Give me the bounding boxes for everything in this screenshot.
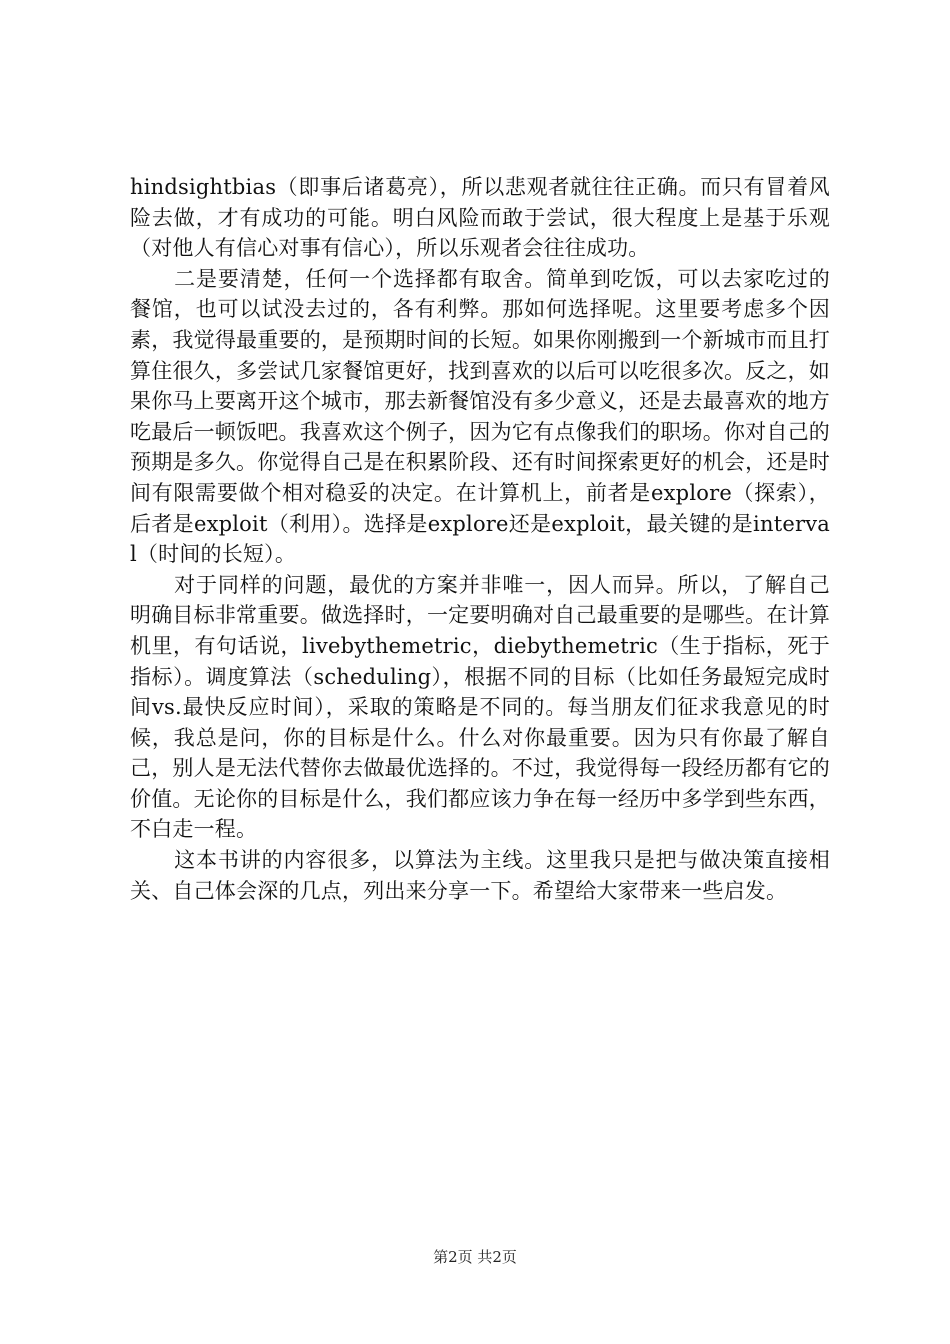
body-text bbox=[130, 172, 830, 906]
paragraph-3: 对于同样的问题，最优的方案并非唯一，因人而异。所以，了解自己明确目标非常重要。做选择时，一定要明确对自己最重要的是哪些。在计算机里，有句话说，livebythemetric，diebythemetric（生于指标，死于指标）。调度算法（scheduling），根据不同的目标（比如任务最短完成时间vs.最快反应时间），采取的策略是不同的。每当朋友们征求我意见的时候，我总是问，你的目标是什么。什么对你最重要。因为只有你最了解自己，别人是无法代替你去做最优选择的。不过，我觉得每一段经历都有它的价值。无论你的目标是什么，我们都应该力争在每一经历中多学到些东西，不白走一程。 bbox=[130, 572, 830, 842]
paragraph-1: hindsightbias（即事后诸葛亮），所以悲观者就往往正确。而只有冒着风险去做，才有成功的可能。明白风险而敢于尝试，很大程度上是基于乐观（对他人有信心对事有信心），所以乐观者会往往成功。 bbox=[130, 175, 830, 261]
paragraph-2: 二是要清楚，任何一个选择都有取舍。简单到吃饭，可以去家吃过的餐馆，也可以试没去过的，各有利弊。那如何选择呢。这里要考虑多个因素，我觉得最重要的，是预期时间的长短。如果你刚搬到一个新城市而且打算住很久，多尝试几家餐馆更好，找到喜欢的以后可以吃很多次。反之，如果你马上要离开这个城市，那去新餐馆没有多少意义，还是去最喜欢的地方吃最后一顿饭吧。我喜欢这个例子，因为它有点像我们的职场。你对自己的预期是多久。你觉得自己是在积累阶段、还有时间探索更好的机会，还是时间有限需要做个相对稳妥的决定。在计算机上，前者是explore（探索），后者是exploit（利用）。选择是explore还是exploit，最关键的是interval（时间的长短）。 bbox=[130, 266, 830, 567]
paragraph-4: 这本书讲的内容很多，以算法为主线。这里我只是把与做决策直接相关、自己体会深的几点，列出来分享一下。希望给大家带来一些启发。 bbox=[130, 848, 830, 903]
page-number-footer: 第2页 共2页 bbox=[433, 1248, 517, 1266]
